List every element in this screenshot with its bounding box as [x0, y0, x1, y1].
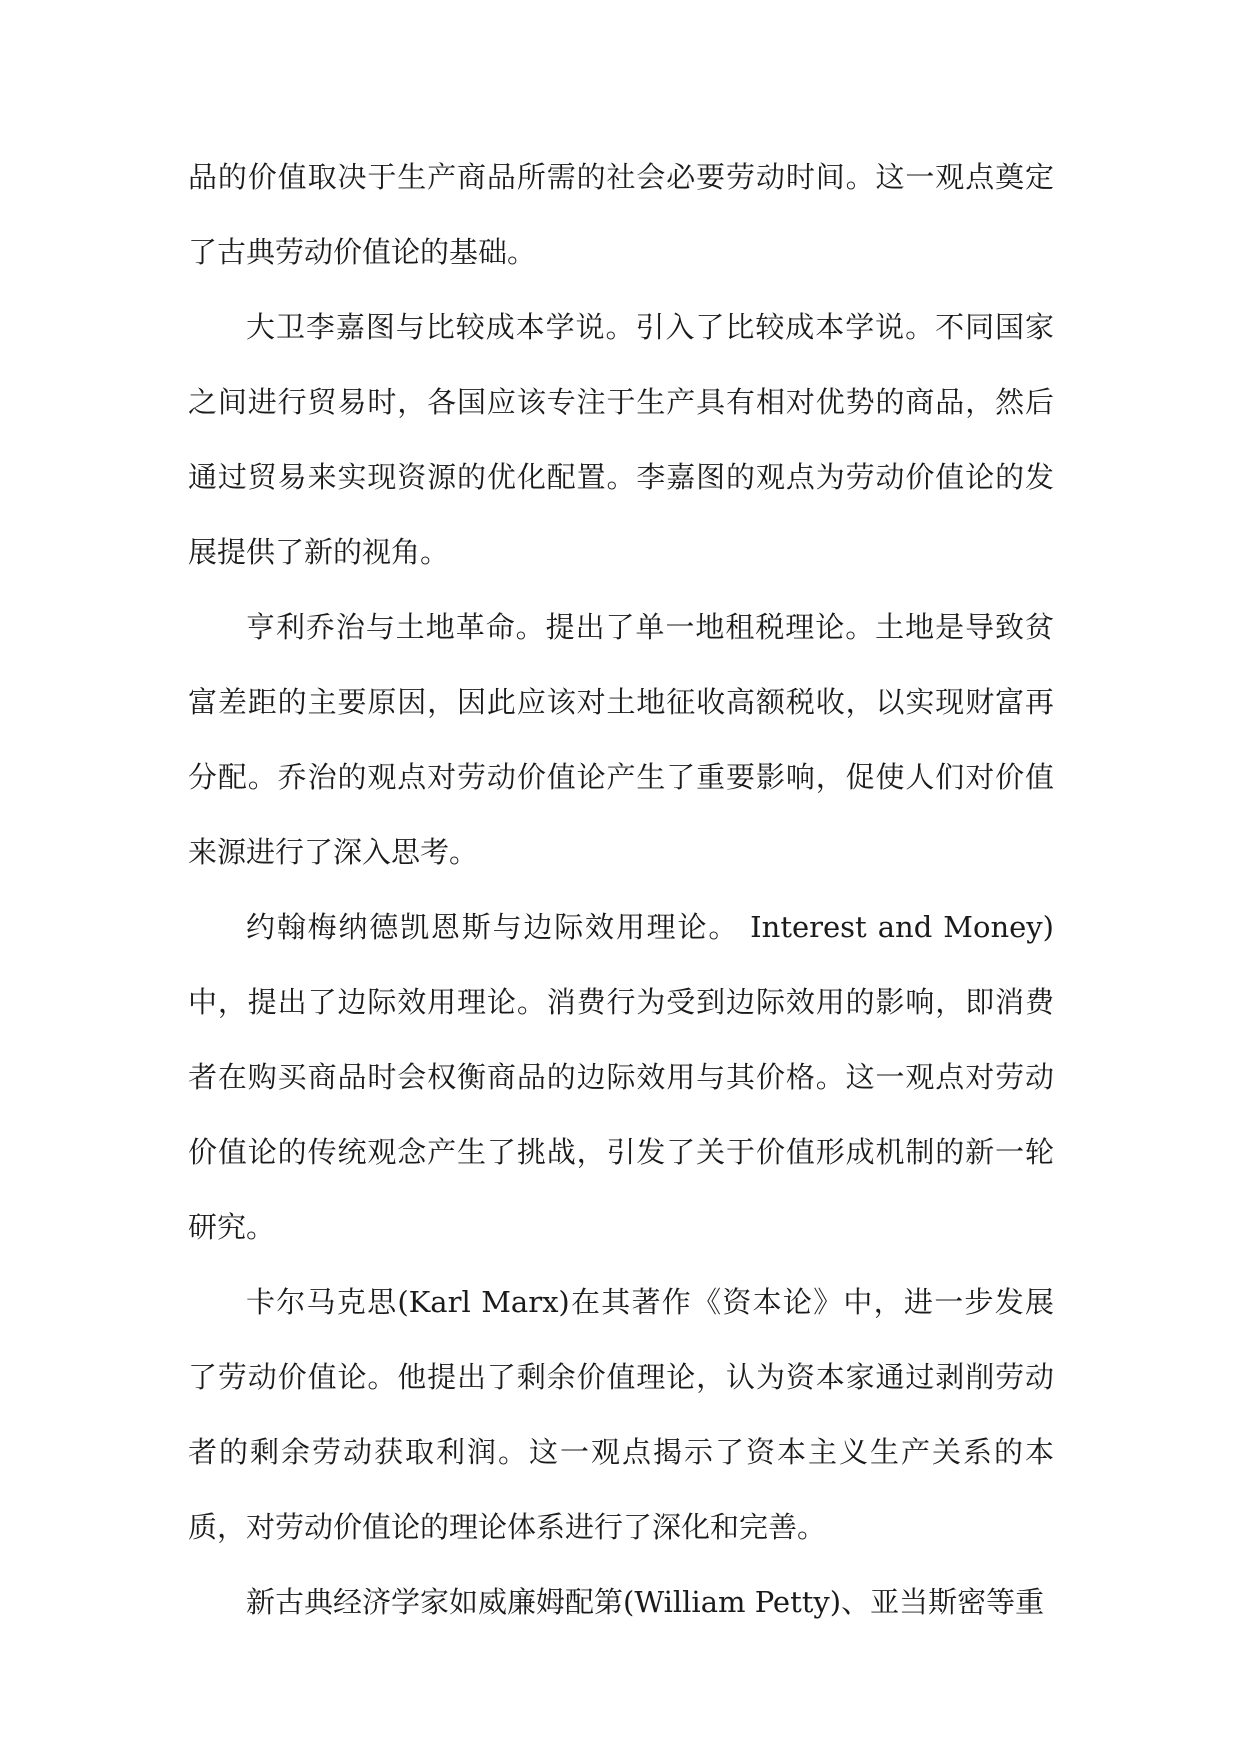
paragraph-1: 品的价值取决于生产商品所需的社会必要劳动时间。这一观点奠定了古典劳动价值论的基础。: [188, 160, 1054, 269]
document-body: [188, 140, 1054, 1640]
paragraph-4: 约翰梅纳德凯恩斯与边际效用理论。 Interest and Money)中，提出了边际效用理论。消费行为受到边际效用的影响，即消费者在购买商品时会权衡商品的边际效用与其价格。这一观点对劳动价值论的传统观念产生了挑战，引发了关于价值形成机制的新一轮研究。: [188, 910, 1054, 1244]
paragraph-2: 大卫李嘉图与比较成本学说。引入了比较成本学说。不同国家之间进行贸易时，各国应该专注于生产具有相对优势的商品，然后通过贸易来实现资源的优化配置。李嘉图的观点为劳动价值论的发展提供了新的视角。: [188, 310, 1054, 569]
paragraph-5: 卡尔马克思(Karl Marx)在其著作《资本论》中，进一步发展了劳动价值论。他提出了剩余价值理论，认为资本家通过剥削劳动者的剩余劳动获取利润。这一观点揭示了资本主义生产关系的本质，对劳动价值论的理论体系进行了深化和完善。: [188, 1285, 1054, 1544]
paragraph-6: 新古典经济学家如威廉姆配第(William Petty)、亚当斯密等重: [246, 1585, 1045, 1619]
paragraph-3: 亨利乔治与土地革命。提出了单一地租税理论。土地是导致贫富差距的主要原因，因此应该对土地征收高额税收，以实现财富再分配。乔治的观点对劳动价值论产生了重要影响，促使人们对价值来源进行了深入思考。: [188, 610, 1054, 869]
